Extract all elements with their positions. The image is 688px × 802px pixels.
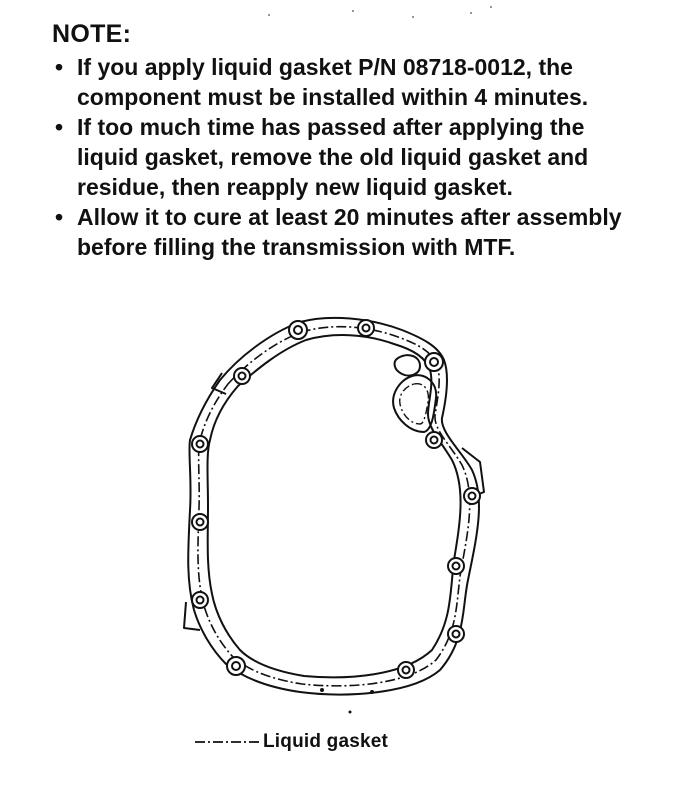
- bolt-hole: [192, 514, 208, 530]
- bolt-hole: [234, 368, 250, 384]
- legend-line-icon: [195, 737, 259, 747]
- flange-inner-edge: [208, 335, 461, 677]
- bolt-hole: [426, 432, 442, 448]
- note-item: [52, 52, 652, 112]
- legend-label: Liquid gasket: [263, 731, 389, 752]
- case-cutout: [395, 355, 420, 375]
- bolt-hole: [398, 662, 414, 678]
- scan-speck: [268, 14, 270, 16]
- bolt-hole: [448, 558, 464, 574]
- bolt-hole: [227, 657, 245, 675]
- note-item-text: If you apply liquid gasket P/N 08718-0012, the component must be installed within 4 minutes.: [77, 54, 589, 110]
- bullet-icon: •: [55, 114, 64, 140]
- bolt-hole: [192, 592, 208, 608]
- bolt-hole: [192, 436, 208, 452]
- note-item-text: If too much time has passed after applying the liquid gasket, remove the old liquid gasket and residue, then reapply new liquid gasket.: [77, 114, 589, 200]
- transmission-case-gasket-diagram: [0, 300, 688, 730]
- bolt-hole: [358, 320, 374, 336]
- bullet-icon: •: [55, 204, 64, 230]
- scan-speck: [412, 16, 414, 18]
- scan-speck: [352, 10, 354, 12]
- note-item-text: Allow it to cure at least 20 minutes after assembly before filling the transmission with MTF.: [77, 204, 622, 260]
- bolt-hole: [289, 321, 307, 339]
- bullet-icon: •: [55, 54, 64, 80]
- note-block: [52, 20, 652, 262]
- flange-dot: [349, 711, 352, 714]
- legend: [195, 729, 388, 755]
- bolt-hole: [448, 626, 464, 642]
- flange-dot: [320, 688, 324, 692]
- case-cutout-bead: [400, 384, 429, 424]
- note-item: [52, 202, 652, 262]
- note-item: [52, 112, 652, 202]
- note-title: NOTE:: [52, 20, 132, 48]
- flange-dot: [370, 690, 374, 694]
- scan-speck: [490, 6, 492, 8]
- note-list: [52, 52, 652, 262]
- bolt-hole: [425, 353, 443, 371]
- scan-speck: [470, 12, 472, 14]
- bolt-hole: [464, 488, 480, 504]
